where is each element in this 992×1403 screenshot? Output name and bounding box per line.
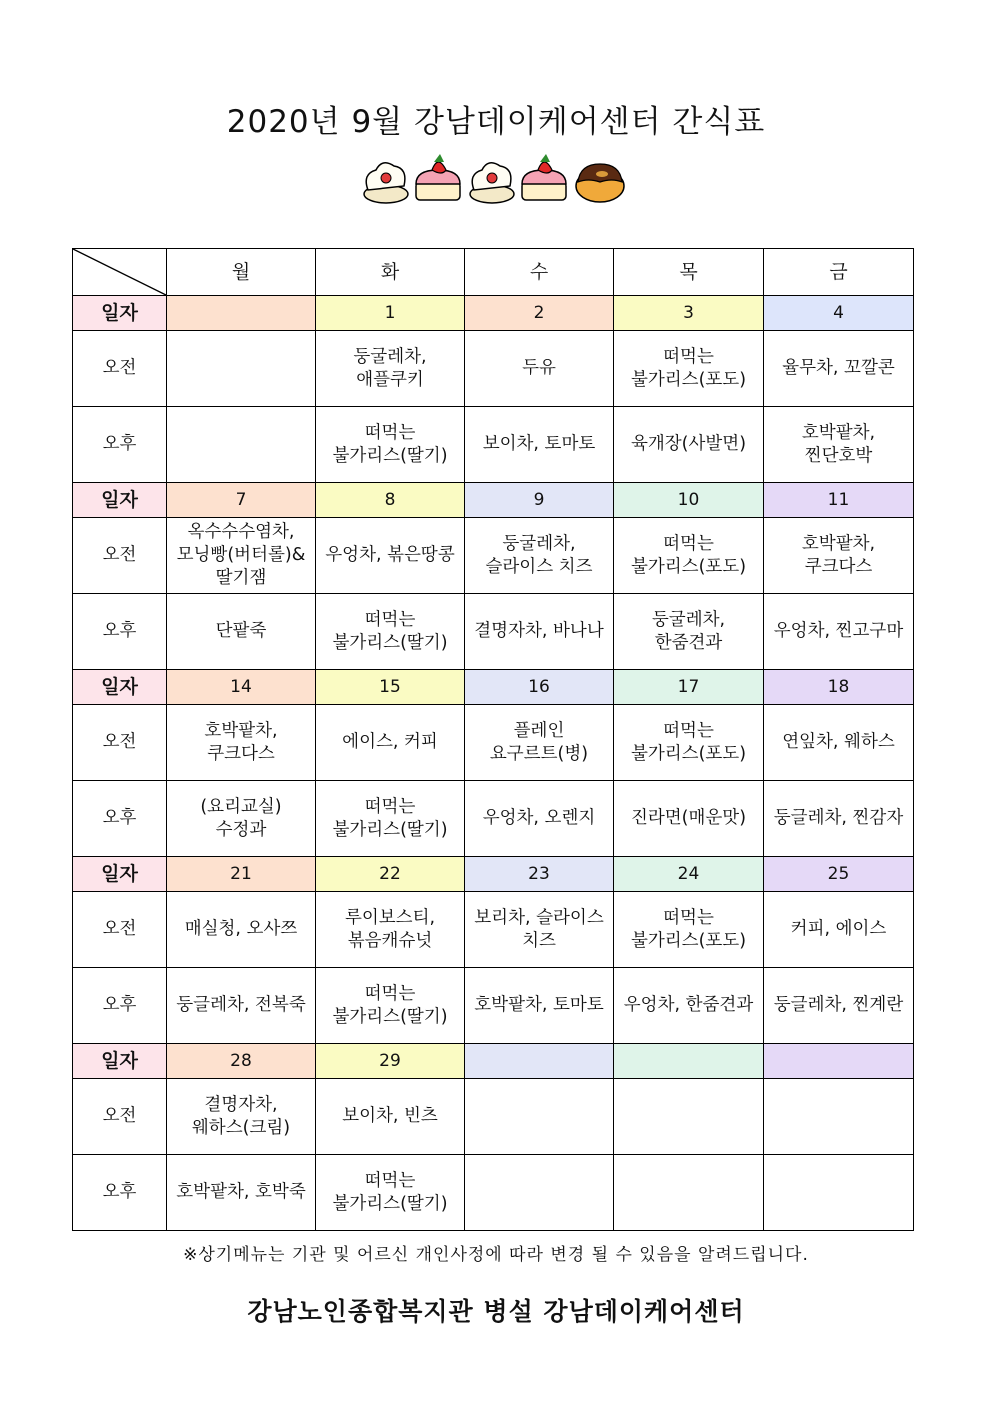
date-row-label: 일자 bbox=[73, 1044, 167, 1079]
snack-cell: 단팥죽 bbox=[167, 594, 316, 670]
date-cell: 23 bbox=[465, 857, 614, 892]
cream-puff-icon bbox=[364, 163, 408, 203]
snack-cell: 둥굴레차, 한줌견과 bbox=[614, 594, 764, 670]
date-cell: 10 bbox=[614, 483, 764, 518]
pm-row-label: 오후 bbox=[73, 1155, 167, 1231]
page-title: 2020년 9월 강남데이케어센터 간식표 bbox=[226, 104, 766, 140]
snack-cell: 우엉차, 오렌지 bbox=[465, 781, 614, 857]
date-row bbox=[73, 1044, 914, 1079]
corner-cell bbox=[73, 249, 167, 296]
date-row-label: 일자 bbox=[73, 857, 167, 892]
date-row-label: 일자 bbox=[73, 670, 167, 705]
snack-cell: 둥글레차, 찐계란 bbox=[764, 968, 914, 1044]
snack-cell: 보이차, 토마토 bbox=[465, 407, 614, 483]
date-cell: 21 bbox=[167, 857, 316, 892]
date-row bbox=[73, 670, 914, 705]
snack-cell: 호박팥차, 토마토 bbox=[465, 968, 614, 1044]
pm-row-label: 오후 bbox=[73, 968, 167, 1044]
pm-row bbox=[73, 1155, 914, 1231]
am-row-label: 오전 bbox=[73, 518, 167, 594]
weekday-wed: 수 bbox=[465, 249, 614, 296]
snack-cell bbox=[465, 1155, 614, 1231]
dessert-decoration bbox=[358, 150, 638, 210]
date-row-label: 일자 bbox=[73, 296, 167, 331]
date-cell: 22 bbox=[316, 857, 465, 892]
snack-menu-table bbox=[72, 248, 914, 1231]
snack-cell: 둥글레차, 찐감자 bbox=[764, 781, 914, 857]
snack-cell: 우엉차, 한줌견과 bbox=[614, 968, 764, 1044]
snack-cell: 우엉차, 볶은땅콩 bbox=[316, 518, 465, 594]
snack-cell: 결명자차, 바나나 bbox=[465, 594, 614, 670]
weekday-fri: 금 bbox=[764, 249, 914, 296]
snack-cell: 보리차, 슬라이스 치즈 bbox=[465, 892, 614, 968]
snack-cell: 떠먹는 불가리스(딸기) bbox=[316, 1155, 465, 1231]
weekday-header-row bbox=[73, 249, 914, 296]
weekday-mon: 월 bbox=[167, 249, 316, 296]
snack-cell: 루이보스티, 볶음캐슈넛 bbox=[316, 892, 465, 968]
snack-cell: 호박팥차, 쿠크다스 bbox=[167, 705, 316, 781]
footer-organization: 강남노인종합복지관 병설 강남데이케어센터 bbox=[247, 1297, 745, 1326]
snack-cell: 둥굴레차, 슬라이스 치즈 bbox=[465, 518, 614, 594]
snack-cell bbox=[465, 1079, 614, 1155]
snack-cell: 결명자차, 웨하스(크림) bbox=[167, 1079, 316, 1155]
date-cell: 17 bbox=[614, 670, 764, 705]
snack-cell: 옥수수수염차, 모닝빵(버터롤)& 딸기잼 bbox=[167, 518, 316, 594]
snack-cell: 커피, 에이스 bbox=[764, 892, 914, 968]
date-cell bbox=[167, 296, 316, 331]
am-row bbox=[73, 892, 914, 968]
snack-cell: 떠먹는 불가리스(포도) bbox=[614, 518, 764, 594]
date-cell: 7 bbox=[167, 483, 316, 518]
am-row-label: 오전 bbox=[73, 331, 167, 407]
notice-text: ※상기메뉴는 기관 및 어르신 개인사정에 따라 변경 될 수 있음을 알려드립니다. bbox=[183, 1245, 809, 1265]
date-row bbox=[73, 483, 914, 518]
snack-cell: 육개장(사발면) bbox=[614, 407, 764, 483]
snack-cell: 떠먹는 불가리스(포도) bbox=[614, 705, 764, 781]
date-cell: 8 bbox=[316, 483, 465, 518]
snack-cell: 떠먹는 불가리스(딸기) bbox=[316, 781, 465, 857]
date-cell: 24 bbox=[614, 857, 764, 892]
am-row-label: 오전 bbox=[73, 1079, 167, 1155]
snack-cell: 연잎차, 웨하스 bbox=[764, 705, 914, 781]
snack-cell bbox=[614, 1079, 764, 1155]
chocolate-donut-icon bbox=[576, 164, 624, 202]
pm-row bbox=[73, 407, 914, 483]
am-row bbox=[73, 331, 914, 407]
date-cell bbox=[764, 1044, 914, 1079]
snack-cell: (요리교실) 수정과 bbox=[167, 781, 316, 857]
snack-cell: 떠먹는 불가리스(포도) bbox=[614, 892, 764, 968]
date-cell: 1 bbox=[316, 296, 465, 331]
date-cell: 14 bbox=[167, 670, 316, 705]
pm-row bbox=[73, 781, 914, 857]
date-cell: 4 bbox=[764, 296, 914, 331]
snack-cell bbox=[167, 331, 316, 407]
date-cell: 25 bbox=[764, 857, 914, 892]
weekday-tue: 화 bbox=[316, 249, 465, 296]
date-cell: 11 bbox=[764, 483, 914, 518]
date-cell: 28 bbox=[167, 1044, 316, 1079]
am-row-label: 오전 bbox=[73, 892, 167, 968]
snack-cell: 떠먹는 불가리스(딸기) bbox=[316, 407, 465, 483]
date-row bbox=[73, 296, 914, 331]
date-row bbox=[73, 857, 914, 892]
snack-cell: 떠먹는 불가리스(딸기) bbox=[316, 968, 465, 1044]
date-cell: 9 bbox=[465, 483, 614, 518]
date-cell: 3 bbox=[614, 296, 764, 331]
snack-cell: 호박팥차, 찐단호박 bbox=[764, 407, 914, 483]
snack-cell: 보이차, 빈츠 bbox=[316, 1079, 465, 1155]
date-cell: 15 bbox=[316, 670, 465, 705]
snack-cell: 에이스, 커피 bbox=[316, 705, 465, 781]
snack-cell: 떠먹는 불가리스(포도) bbox=[614, 331, 764, 407]
snack-cell bbox=[614, 1155, 764, 1231]
diagonal-line bbox=[73, 249, 166, 295]
am-row bbox=[73, 1079, 914, 1155]
snack-cell: 두유 bbox=[465, 331, 614, 407]
pm-row-label: 오후 bbox=[73, 407, 167, 483]
pm-row-label: 오후 bbox=[73, 781, 167, 857]
snack-cell: 호박팥차, 쿠크다스 bbox=[764, 518, 914, 594]
snack-cell: 우엉차, 찐고구마 bbox=[764, 594, 914, 670]
pm-row bbox=[73, 968, 914, 1044]
snack-cell bbox=[764, 1155, 914, 1231]
snack-cell: 진라면(매운맛) bbox=[614, 781, 764, 857]
date-cell: 18 bbox=[764, 670, 914, 705]
date-cell: 29 bbox=[316, 1044, 465, 1079]
strawberry-cake-icon bbox=[522, 154, 566, 200]
date-cell bbox=[465, 1044, 614, 1079]
snack-cell: 둥글레차, 전복죽 bbox=[167, 968, 316, 1044]
snack-cell bbox=[167, 407, 316, 483]
snack-cell: 율무차, 꼬깔콘 bbox=[764, 331, 914, 407]
pm-row-label: 오후 bbox=[73, 594, 167, 670]
snack-cell bbox=[764, 1079, 914, 1155]
date-row-label: 일자 bbox=[73, 483, 167, 518]
am-row bbox=[73, 705, 914, 781]
snack-cell: 매실청, 오사쯔 bbox=[167, 892, 316, 968]
date-cell: 16 bbox=[465, 670, 614, 705]
snack-cell: 호박팥차, 호박죽 bbox=[167, 1155, 316, 1231]
cream-puff-icon bbox=[470, 163, 514, 203]
strawberry-cake-icon bbox=[416, 154, 460, 200]
snack-cell: 플레인 요구르트(병) bbox=[465, 705, 614, 781]
am-row bbox=[73, 518, 914, 594]
date-cell bbox=[614, 1044, 764, 1079]
weekday-thu: 목 bbox=[614, 249, 764, 296]
snack-cell: 떠먹는 불가리스(딸기) bbox=[316, 594, 465, 670]
date-cell: 2 bbox=[465, 296, 614, 331]
am-row-label: 오전 bbox=[73, 705, 167, 781]
pm-row bbox=[73, 594, 914, 670]
snack-cell: 둥굴레차, 애플쿠키 bbox=[316, 331, 465, 407]
